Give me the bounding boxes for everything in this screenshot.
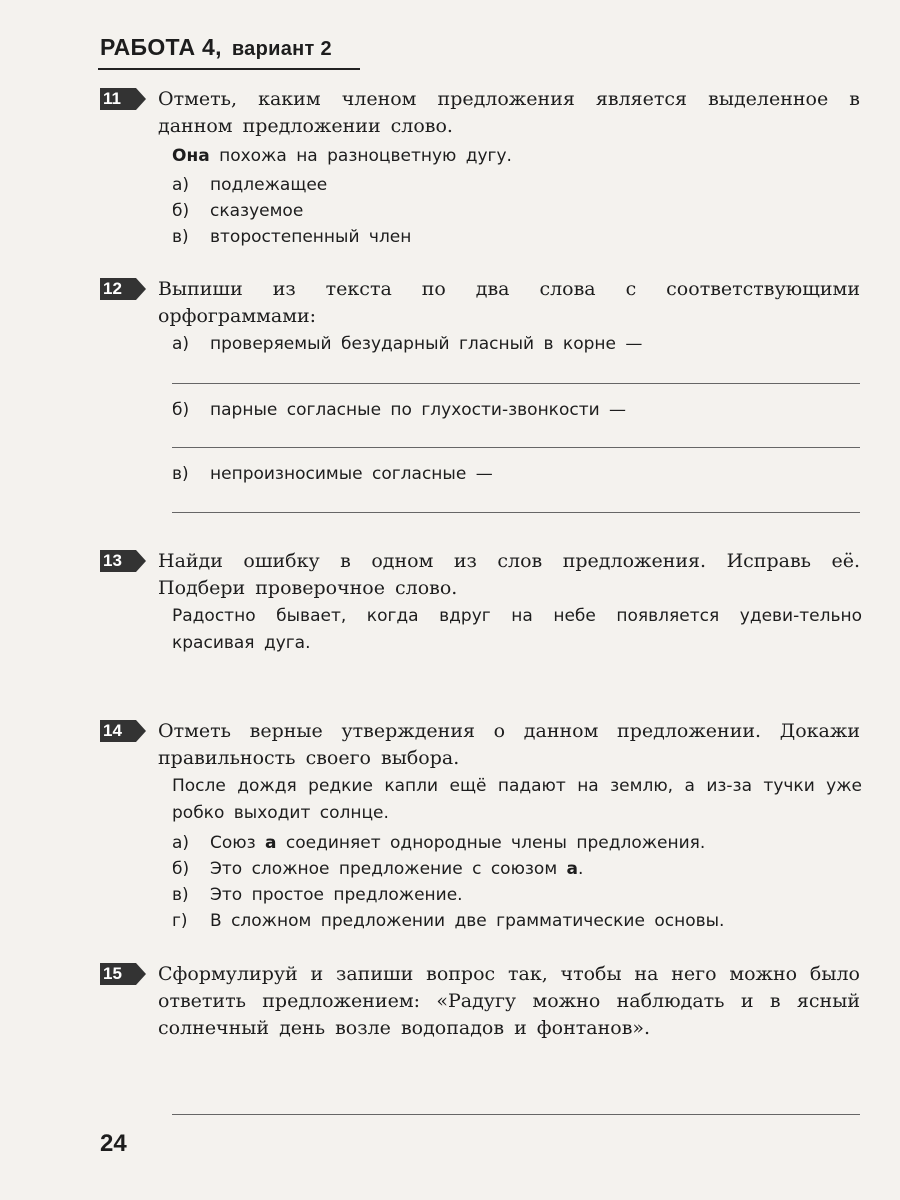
option-text: непроизносимые согласные — — [210, 464, 493, 484]
task-number-badge: 12 — [100, 278, 136, 300]
option-text: Это простое предложение. — [210, 885, 463, 905]
variant-label: вариант 2 — [231, 38, 332, 60]
option-text: Это сложное предложение с союзом — [210, 859, 567, 879]
option-text-end: . — [578, 859, 584, 879]
work-title: РАБОТА 4, — [100, 34, 222, 60]
option-letter: б) — [172, 201, 190, 221]
task-question: Отметь, каким членом предложения является выделенное в данном предложении слово. — [158, 88, 860, 137]
option-d[interactable] — [172, 908, 862, 934]
task-number-badge: 11 — [100, 88, 136, 110]
bold-word: а — [265, 833, 277, 853]
option-c — [172, 461, 862, 487]
task-question: Выпиши из текста по два слова с соответствующими орфограммами: — [158, 278, 860, 327]
option-c[interactable] — [172, 224, 862, 250]
option-text: парные согласные по глухости-звонкости — — [210, 400, 627, 420]
page-header — [100, 34, 332, 61]
option-a[interactable] — [172, 830, 862, 856]
option-letter: б) — [172, 400, 190, 420]
option-text: второстепенный член — [210, 227, 412, 247]
answer-line[interactable] — [172, 1114, 860, 1115]
option-text: сказуемое — [210, 201, 304, 221]
option-text: Союз — [210, 833, 266, 853]
option-text-end: соединяет однородные члены предложения. — [276, 833, 706, 853]
option-letter: в) — [172, 464, 189, 484]
answer-line[interactable] — [172, 383, 860, 384]
answer-line[interactable] — [172, 447, 860, 448]
task-number-badge: 13 — [100, 550, 136, 572]
task-sentence — [172, 143, 862, 170]
highlighted-word: Она — [172, 146, 210, 166]
option-text: В сложном предложении две грамматические основы. — [210, 911, 725, 931]
answer-line[interactable] — [172, 512, 860, 513]
option-letter: в) — [172, 885, 189, 905]
option-letter: г) — [172, 911, 188, 931]
option-letter: в) — [172, 227, 189, 247]
page-number: 24 — [100, 1130, 127, 1157]
option-letter: а) — [172, 175, 190, 195]
option-c[interactable] — [172, 882, 862, 908]
option-letter: а) — [172, 334, 190, 354]
option-text: проверяемый безударный гласный в корне — — [210, 334, 643, 354]
task-question: Найди ошибку в одном из слов предложения. Исправь её. Подбери проверочное слово. — [158, 550, 860, 599]
option-b — [172, 397, 862, 423]
sentence-text: похожа на разноцветную дугу. — [209, 146, 512, 166]
task-sentence: Радостно бывает, когда вдруг на небе появляется удеви-тельно красивая дуга. — [172, 606, 862, 653]
bold-word: а — [566, 859, 579, 879]
task-number-badge: 14 — [100, 720, 136, 742]
task-question: Отметь верные утверждения о данном предложении. Докажи правильность своего выбора. — [158, 720, 860, 769]
option-letter: б) — [172, 859, 190, 879]
option-a[interactable] — [172, 172, 862, 198]
header-underline — [98, 68, 360, 70]
task-number-badge: 15 — [100, 963, 136, 985]
option-b[interactable] — [172, 198, 862, 224]
option-letter: а) — [172, 833, 190, 853]
option-text: подлежащее — [210, 175, 328, 195]
option-a — [172, 331, 862, 357]
task-sentence: После дождя редкие капли ещё падают на землю, а из-за тучки уже робко выходит солнце. — [172, 776, 862, 823]
task-question: Сформулируй и запиши вопрос так, чтобы на него можно было ответить предложением: «Радугу можно наблюдать и в ясный солнечный день возле водопадов и фонтанов». — [158, 963, 860, 1039]
option-b[interactable] — [172, 856, 862, 882]
